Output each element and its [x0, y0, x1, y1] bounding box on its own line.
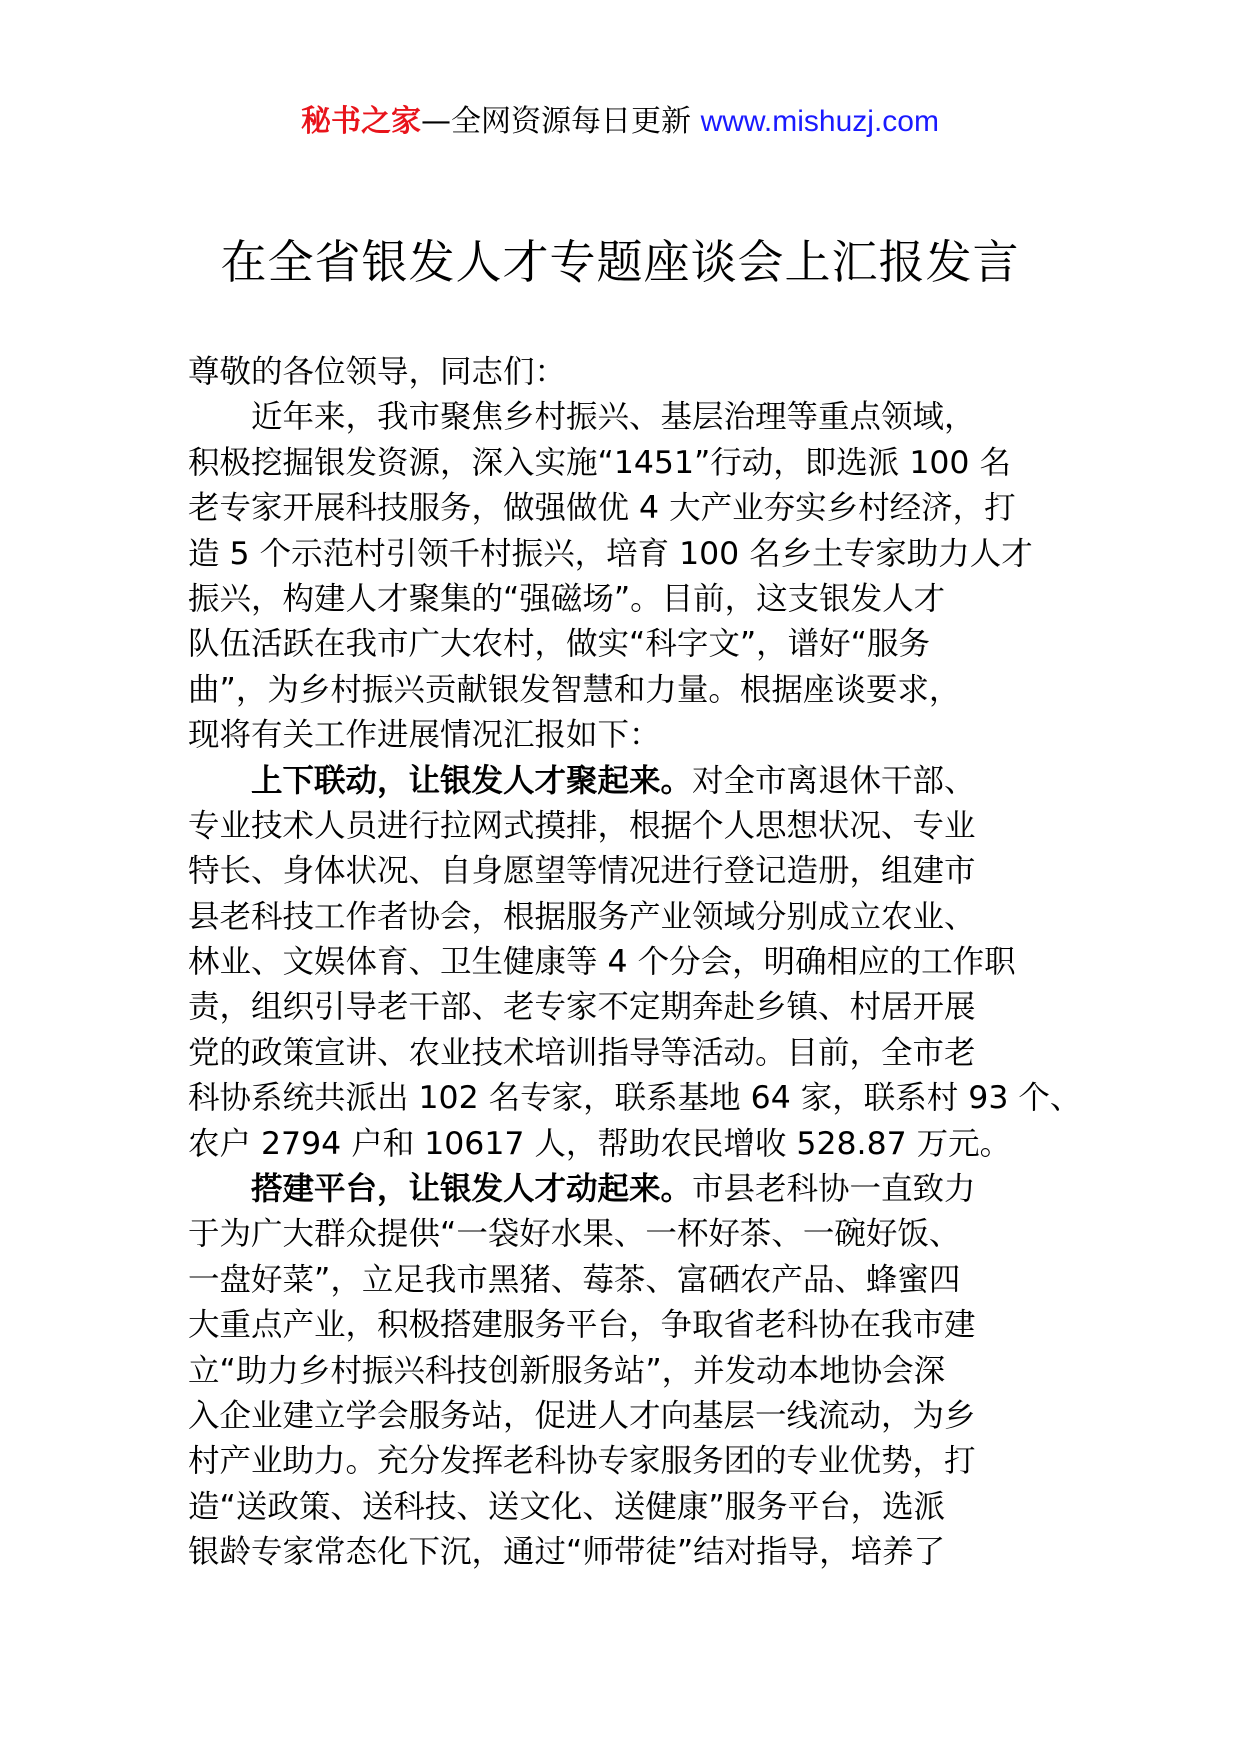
paragraph-line: 特长、身体状况、自身愿望等情况进行登记造册，组建市 [188, 853, 976, 890]
paragraph-line: 林业、文娱体育、卫生健康等 4 个分会，明确相应的工作职 [188, 944, 1016, 981]
paragraph-line: 大重点产业，积极搭建服务平台，争取省老科协在我市建 [188, 1307, 976, 1344]
document-title: 在全省银发人才专题座谈会上汇报发言 [220, 235, 1020, 289]
section-heading-line [188, 759, 1068, 804]
section-heading: 搭建平台，让银发人才动起来。 [251, 1171, 693, 1208]
section-heading: 上下联动，让银发人才聚起来。 [251, 762, 693, 799]
paragraph-line: 党的政策宣讲、农业技术培训指导等活动。目前，全市老 [188, 1034, 976, 1071]
paragraph-line: 现将有关工作进展情况汇报如下： [188, 717, 661, 754]
paragraph-line: 立“助力乡村振兴科技创新服务站”，并发动本地协会深 [188, 1352, 946, 1389]
paragraph-line: 责，组织引导老干部、老专家不定期奔赴乡镇、村居开展 [188, 989, 976, 1026]
paragraph-line: 科协系统共派出 102 名专家，联系基地 64 家，联系村 93 个、 [188, 1080, 1082, 1117]
paragraph-line: 队伍活跃在我市广大农村，做实“科字文”，谱好“服务 [188, 626, 930, 663]
paragraph-line: 积极挖掘银发资源，深入实施“1451”行动，即选派 100 名 [188, 444, 1011, 481]
salutation: 尊敬的各位领导，同志们： [188, 354, 567, 390]
banner-slogan: —全网资源每日更新 [421, 104, 701, 139]
section-text: 市县老科协一直致力 [692, 1171, 976, 1208]
paragraph-line: 造“送政策、送科技、送文化、送健康”服务平台，选派 [188, 1488, 946, 1525]
document-body [188, 350, 1082, 1576]
paragraph-line: 近年来，我市聚焦乡村振兴、基层治理等重点领域， [251, 399, 976, 436]
banner-url-link[interactable]: www.mishuzj.com [700, 105, 939, 138]
paragraph-line: 农户 2794 户和 10617 人，帮助农民增收 528.87 万元。 [188, 1125, 1012, 1162]
paragraph-line: 银龄专家常态化下沉，通过“师带徒”结对指导，培养了 [188, 1534, 946, 1571]
paragraph-line: 一盘好菜”，立足我市黑猪、莓茶、富硒农产品、蜂蜜四 [188, 1261, 961, 1298]
paragraph-line: 村产业助力。充分发挥老科协专家服务团的专业优势，打 [188, 1443, 976, 1480]
section-text: 对全市离退休干部、 [692, 762, 976, 799]
paragraph-line: 老专家开展科技服务，做强做优 4 大产业夯实乡村经济，打 [188, 490, 1016, 527]
paragraph-line: 振兴，构建人才聚集的“强磁场”。目前，这支银发人才 [188, 580, 946, 617]
paragraph-line: 县老科技工作者协会，根据服务产业领域分别成立农业、 [188, 898, 976, 935]
site-banner [0, 102, 1240, 142]
paragraph-line: 专业技术人员进行拉网式摸排，根据个人思想状况、专业 [188, 807, 976, 844]
paragraph-line: 入企业建立学会服务站，促进人才向基层一线流动，为乡 [188, 1397, 976, 1434]
paragraph-line: 曲”，为乡村振兴贡献银发智慧和力量。根据座谈要求， [188, 671, 961, 708]
banner-brand: 秘书之家 [301, 104, 422, 139]
paragraph-line: 于为广大群众提供“一袋好水果、一杯好茶、一碗好饭、 [188, 1216, 961, 1253]
paragraph-line: 造 5 个示范村引领千村振兴，培育 100 名乡土专家助力人才 [188, 535, 1033, 572]
section-heading-line [188, 1167, 1068, 1212]
